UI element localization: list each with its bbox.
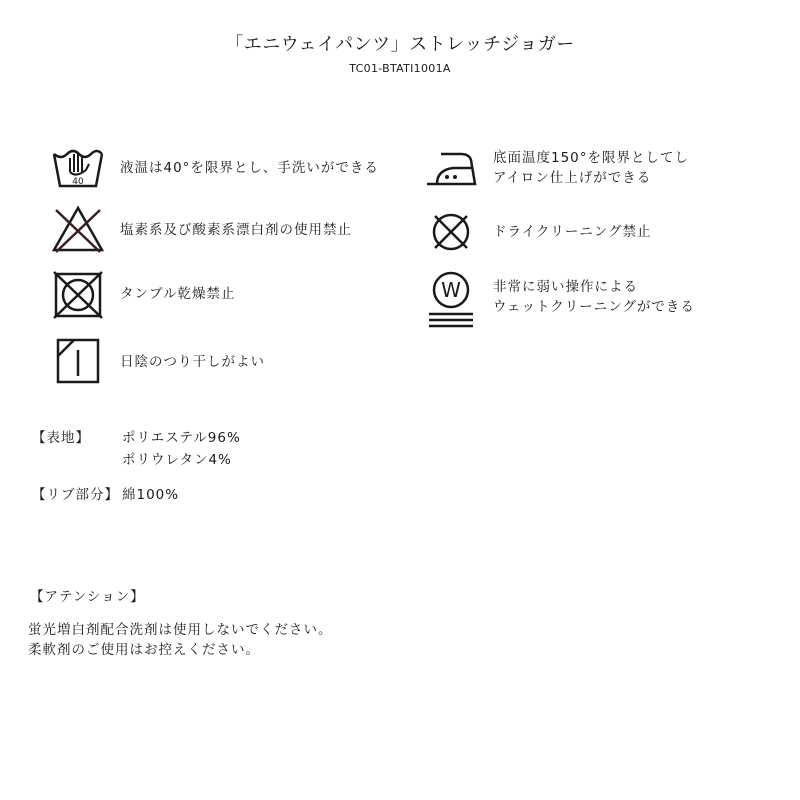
care-item-no-tumble bbox=[50, 266, 235, 322]
material-outer-values bbox=[122, 427, 241, 471]
hand-wash-40-icon bbox=[50, 140, 106, 196]
care-line: 塩素系及び酸素系漂白剤の使用禁止 bbox=[120, 222, 352, 238]
care-item-iron bbox=[423, 140, 689, 196]
care-line: 非常に弱い操作による bbox=[493, 279, 638, 295]
care-line: タンブル乾燥禁止 bbox=[120, 286, 236, 302]
care-text-no-tumble bbox=[120, 284, 235, 304]
material-value: ポリウレタン4% bbox=[122, 452, 232, 468]
care-item-hand-wash bbox=[50, 140, 379, 196]
care-item-wet-clean bbox=[423, 266, 695, 328]
very-mild-wet-clean-icon bbox=[423, 266, 479, 328]
attention-text bbox=[28, 620, 333, 660]
care-text-shade-dry bbox=[120, 352, 265, 372]
care-line: ドライクリーニング禁止 bbox=[493, 224, 652, 240]
care-item-shade-dry bbox=[50, 334, 265, 390]
svg-text:40: 40 bbox=[72, 177, 84, 187]
attention-line: 蛍光増白剤配合洗剤は使用しないでください。 bbox=[28, 622, 333, 638]
care-line: 日陰のつり干しがよい bbox=[120, 354, 265, 370]
material-outer-label: 【表地】 bbox=[32, 430, 90, 446]
material-outer bbox=[32, 427, 241, 471]
iron-150-icon bbox=[423, 140, 479, 196]
attention-heading: 【アテンション】 bbox=[30, 589, 145, 605]
material-rib-label: 【リブ部分】 bbox=[32, 487, 119, 503]
material-value: ポリエステル96% bbox=[122, 430, 241, 446]
care-line: ウェットクリーニングができる bbox=[493, 299, 695, 315]
care-text-wet-clean bbox=[493, 277, 695, 317]
svg-text:W: W bbox=[441, 278, 461, 302]
no-tumble-dry-icon bbox=[50, 266, 106, 322]
care-text-iron bbox=[493, 148, 689, 188]
care-line: 液温は40°を限界とし、手洗いができる bbox=[120, 160, 379, 176]
no-bleach-icon bbox=[50, 202, 106, 258]
care-item-no-bleach bbox=[50, 202, 352, 258]
care-item-no-dry-clean bbox=[423, 204, 652, 260]
product-code: TC01-BTATI1001A bbox=[349, 62, 451, 75]
product-title: 「エニウェイパンツ」ストレッチジョガー bbox=[225, 34, 575, 55]
care-line: アイロン仕上げができる bbox=[493, 170, 652, 186]
material-value: 綿100% bbox=[122, 487, 180, 503]
care-text-hand-wash bbox=[120, 158, 379, 178]
material-rib bbox=[32, 484, 179, 506]
care-text-no-dry-clean bbox=[493, 222, 652, 242]
line-dry-shade-icon bbox=[50, 334, 106, 390]
care-text-no-bleach bbox=[120, 220, 352, 240]
attention-line: 柔軟剤のご使用はお控えください。 bbox=[28, 642, 260, 658]
care-line: 底面温度150°を限界としてし bbox=[493, 150, 690, 166]
no-dry-clean-icon bbox=[423, 204, 479, 260]
material-rib-values bbox=[122, 484, 179, 506]
